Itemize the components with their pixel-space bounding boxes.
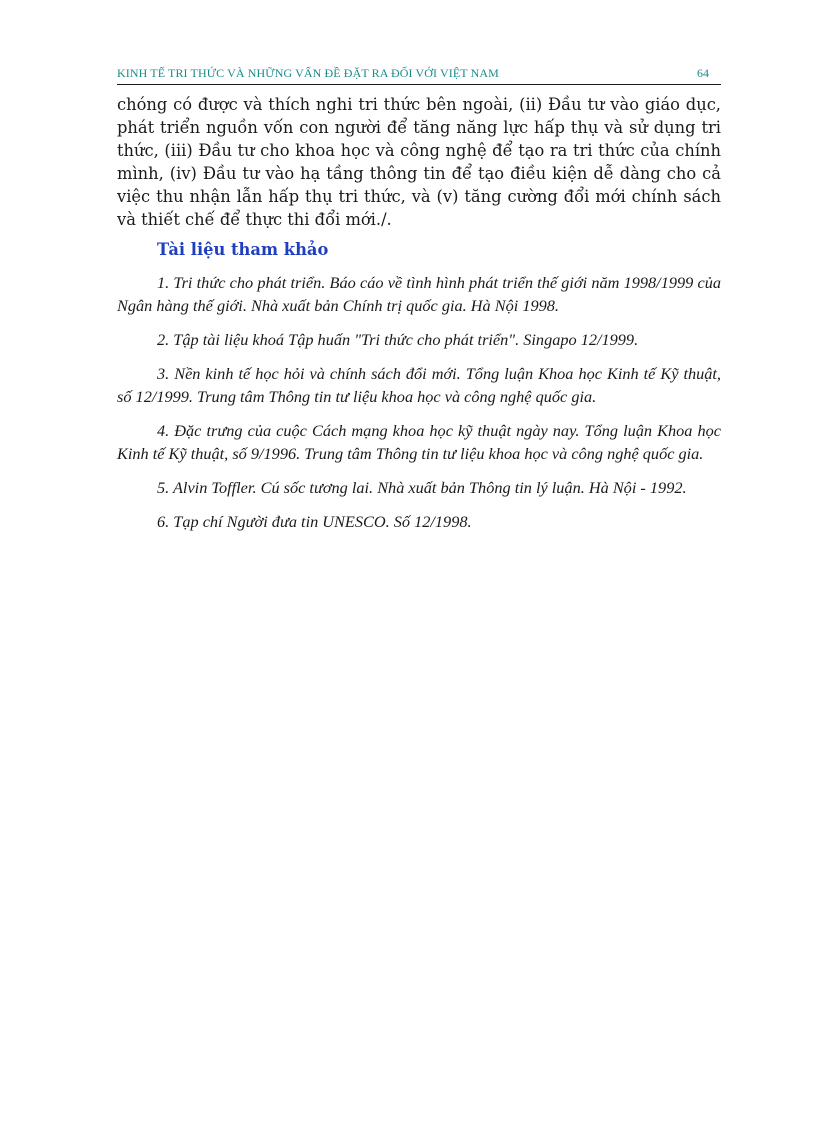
running-header <box>117 64 721 85</box>
reference-item: 6. Tạp chí Người đưa tin UNESCO. Số 12/1998. <box>157 512 472 531</box>
reference-item: 5. Alvin Toffler. Cú sốc tương lai. Nhà xuất bản Thông tin lý luận. Hà Nội - 1992. <box>157 478 687 497</box>
reference-item: 2. Tập tài liệu khoá Tập huấn "Tri thức cho phát triển". Singapo 12/1999. <box>157 330 639 349</box>
body-paragraph: chóng có được và thích nghi tri thức bên ngoài, (ii) Đầu tư vào giáo dục, phát triển nguồn vốn con người để tăng năng lực hấp thụ và sử dụng tri thức, (iii) Đầu tư cho khoa học và công nghệ để tạo ra tri thức của chính mình, (iv) Đầu tư vào hạ tầng thông tin để tạo điều kiện dễ dàng cho cả việc thu nhận lẫn hấp thụ tri thức, và (v) tăng cường đổi mới chính sách và thiết chế để thực thi đổi mới./. <box>117 95 721 229</box>
reference-item: 1. Tri thức cho phát triển. Báo cáo về tình hình phát triển thế giới năm 1998/1999 của Ngân hàng thế giới. Nhà xuất bản Chính trị quốc gia. Hà Nội 1998. <box>117 273 721 315</box>
page-number: 64 <box>697 66 709 80</box>
reference-item: 4. Đặc trưng của cuộc Cách mạng khoa học kỹ thuật ngày nay. Tổng luận Khoa học Kinh tế Kỹ thuật, số 9/1996. Trung tâm Thông tin tư liệu khoa học và công nghệ quốc gia. <box>117 421 721 463</box>
reference-item: 3. Nền kinh tế học hỏi và chính sách đổi mới. Tổng luận Khoa học Kinh tế Kỹ thuật, số 12/1999. Trung tâm Thông tin tư liệu khoa học và công nghệ quốc gia. <box>117 364 721 406</box>
header-title: KINH TẾ TRI THỨC VÀ NHỮNG VẤN ĐỀ ĐẶT RA ĐỐI VỚI VIỆT NAM <box>117 66 499 80</box>
references-list <box>117 271 721 544</box>
references-heading: Tài liệu tham khảo <box>157 240 329 259</box>
